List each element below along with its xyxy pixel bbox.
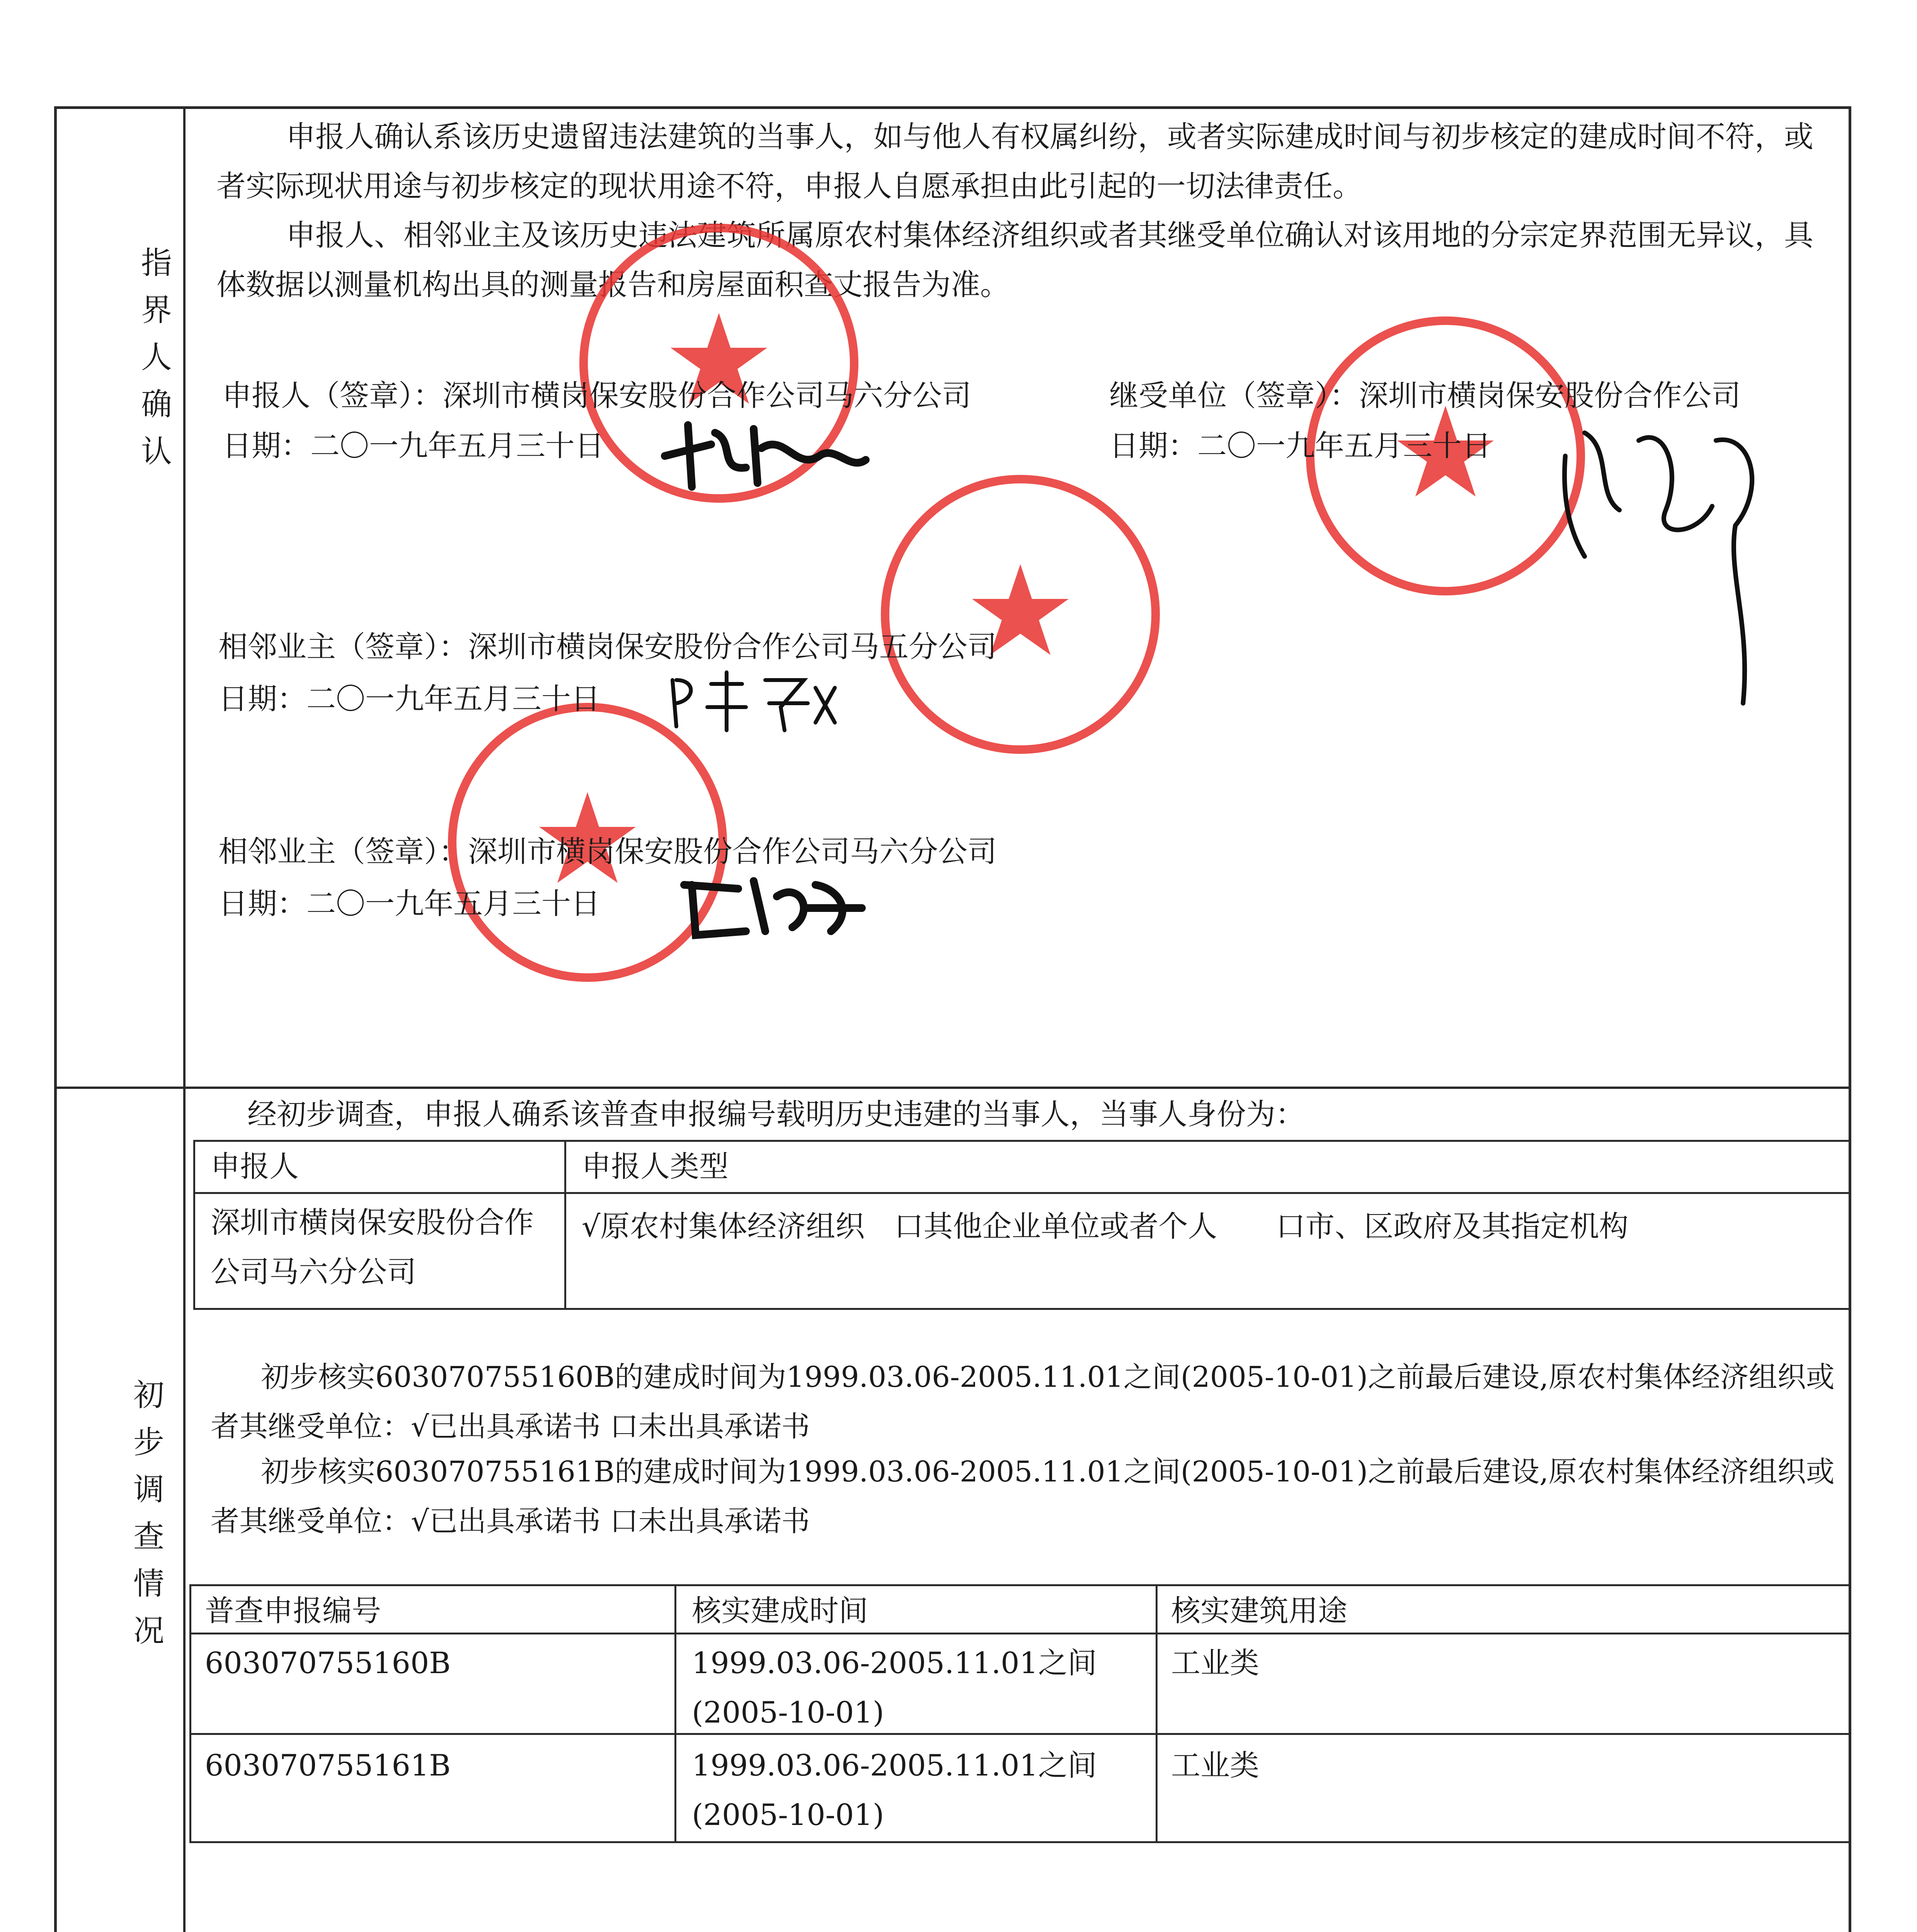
neighbor-2-date: 日期：二〇一九年五月三十日 bbox=[218, 886, 600, 921]
table-header-time: 核实建成时间 bbox=[692, 1594, 868, 1628]
applicant-type-options: √原农村集体经济组织 口其他企业单位或者个人 口市、区政府及其指定机构 bbox=[582, 1209, 1629, 1243]
table-row-1-id: 603070755160B bbox=[205, 1646, 451, 1680]
investigation-intro: 经初步调查，申报人确系该普查申报编号载明历史违建的当事人，当事人身份为： bbox=[247, 1097, 1305, 1131]
table-header-id: 普查申报编号 bbox=[205, 1594, 381, 1628]
confirmation-paragraph-1: 申报人确认系该历史遗留违法建筑的当事人，如与他人有权属纠纷，或者实际建成时间与初步核定的建成时间不符，或者实际现状用途与初步核定的现状用途不符，申报人自愿承担由此引起的一切法律责任。 bbox=[216, 119, 1813, 203]
table-row-1-use: 工业类 bbox=[1171, 1646, 1259, 1680]
confirmation-paragraph-2: 申报人、相邻业主及该历史违法建筑所属原农村集体经济组织或者其继受单位确认对该用地的分宗定界范围无异议，具体数据以测量机构出具的测量报告和房屋面积查丈报告为准。 bbox=[216, 218, 1813, 302]
section-label-confirmation: 指界人确认 bbox=[141, 245, 172, 469]
successor-date: 日期：二〇一九年五月三十日 bbox=[1109, 429, 1491, 463]
applicant-name-cell: 深圳市横岗保安股份合作公司马六分公司 bbox=[211, 1205, 534, 1289]
neighbor-1-signature-line: 相邻业主（签章）：深圳市横岗保安股份合作公司马五分公司 bbox=[218, 629, 997, 664]
section-label-investigation: 初步调查情况 bbox=[133, 1377, 164, 1649]
neighbor-2-signature-line: 相邻业主（签章）：深圳市横岗保安股份合作公司马六分公司 bbox=[218, 834, 997, 869]
handwritten-signature-4 bbox=[676, 866, 870, 943]
table-row-1-time: 1999.03.06-2005.11.01之间(2005-10-01) bbox=[692, 1646, 1097, 1730]
identity-header-type: 申报人类型 bbox=[582, 1149, 729, 1184]
applicant-date: 日期：二〇一九年五月三十日 bbox=[222, 429, 604, 463]
verification-paragraph-2: 初步核实603070755161B的建成时间为1999.03.06-2005.11.01之间(2005-10-01)之前最后建设,原农村集体经济组织或者其继受单位：√已出具承诺书 口未出具承诺书 bbox=[211, 1455, 1835, 1538]
handwritten-signature-3 bbox=[665, 665, 843, 734]
handwritten-signature-2 bbox=[1550, 410, 1797, 711]
neighbor-1-date: 日期：二〇一九年五月三十日 bbox=[218, 682, 600, 716]
successor-signature-line: 继受单位（签章）：深圳市横岗保安股份合作公司 bbox=[1109, 378, 1741, 413]
verification-paragraph-1: 初步核实603070755160B的建成时间为1999.03.06-2005.11.01之间(2005-10-01)之前最后建设,原农村集体经济组织或者其继受单位：√已出具承诺书 口未出具承诺书 bbox=[211, 1361, 1835, 1443]
handwritten-signature-1 bbox=[657, 410, 873, 495]
table-row-2-id: 603070755161B bbox=[205, 1748, 451, 1782]
table-row-2-use: 工业类 bbox=[1171, 1748, 1259, 1782]
company-seal-stamp-3 bbox=[873, 468, 1167, 761]
table-row-2-time: 1999.03.06-2005.11.01之间(2005-10-01) bbox=[692, 1748, 1097, 1832]
table-header-use: 核实建筑用途 bbox=[1171, 1594, 1347, 1628]
applicant-signature-line: 申报人（签章）：深圳市横岗保安股份合作公司马六分公司 bbox=[222, 378, 971, 413]
identity-header-applicant: 申报人 bbox=[211, 1149, 299, 1184]
